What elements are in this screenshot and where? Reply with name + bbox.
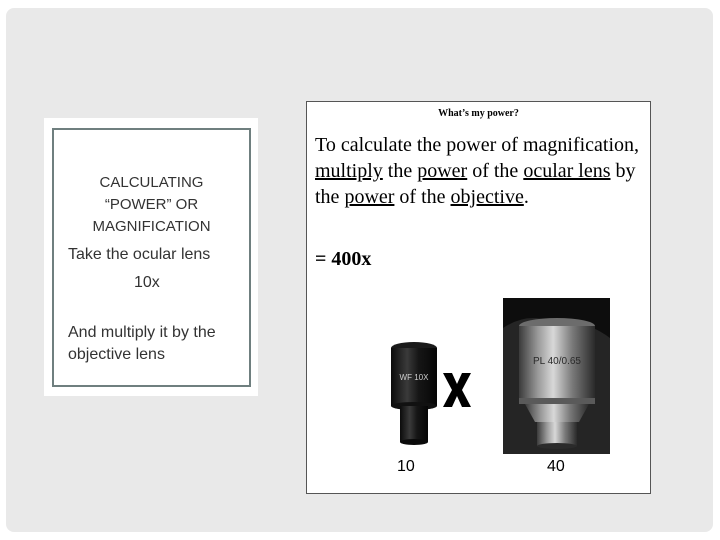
para-text-1: To calculate the power of magnification, [315, 134, 640, 156]
para-text-3: of the [467, 160, 524, 182]
para-underline-power-2: power [344, 186, 395, 208]
left-text-card [44, 118, 258, 396]
left-line-multiply: And multiply it by the [68, 324, 216, 341]
ocular-engraving: WF 10X [399, 373, 429, 382]
ocular-caption: 10 [397, 458, 415, 475]
left-text-frame [52, 128, 251, 387]
para-underline-objective: objective [450, 186, 524, 208]
objective-caption: 40 [547, 458, 565, 475]
left-line-take-ocular: Take the ocular lens [68, 246, 211, 263]
objective-engraving: PL 40/0.65 [532, 356, 582, 367]
objective-lens-image [503, 298, 610, 454]
multiply-sign-icon [442, 372, 472, 408]
para-text-2: the [382, 160, 418, 182]
objective-tip [537, 422, 577, 446]
result-400x: = 400x [315, 248, 372, 270]
para-underline-ocular-lens: ocular lens [523, 160, 611, 182]
para-underline-power-1: power [417, 160, 468, 182]
right-content-card [306, 101, 651, 494]
left-line-objective: objective lens [68, 346, 165, 363]
para-text-4: by the [315, 160, 636, 208]
left-title-line-1: CALCULATING [99, 174, 204, 191]
left-line-10x: 10x [134, 274, 160, 291]
left-title [54, 172, 249, 238]
right-heading: What’s my power? [438, 108, 519, 119]
objective-taper [525, 404, 589, 422]
left-title-line-2: “POWER” OR [104, 196, 199, 213]
ocular-barrel [400, 406, 428, 442]
para-text-6: . [523, 186, 529, 208]
para-text-5: of the [394, 186, 451, 208]
explanation-paragraph [315, 132, 645, 210]
left-title-line-3: MAGNIFICATION [92, 218, 211, 235]
para-underline-multiply: multiply [315, 160, 383, 182]
ocular-bottom [400, 439, 428, 445]
ocular-lens-image [379, 340, 449, 450]
